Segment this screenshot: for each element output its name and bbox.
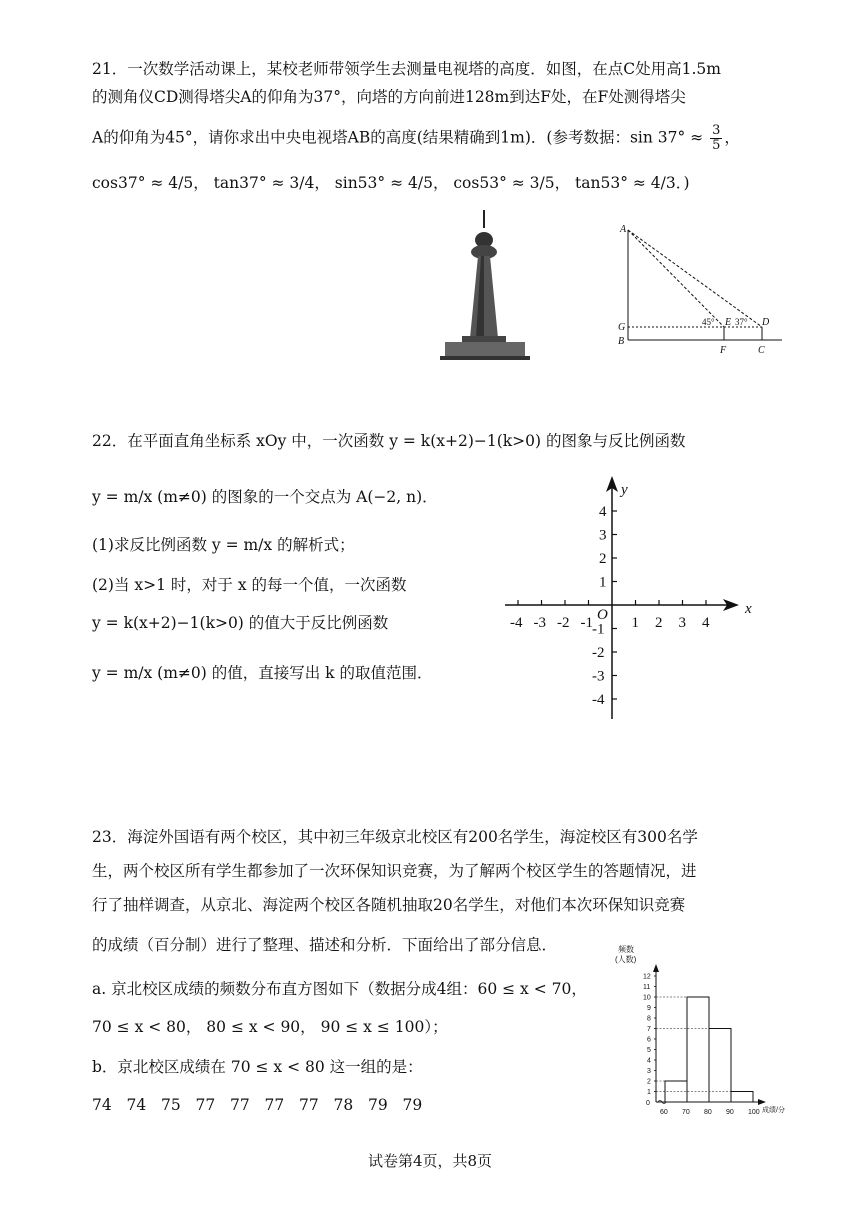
- q23-line7: b．京北校区成绩在 70 ≤ x < 80 这一组的是：: [92, 1058, 423, 1076]
- label-G: G: [618, 322, 626, 333]
- score-value: 75: [161, 1096, 181, 1114]
- hist-x-tick-label: 90: [726, 1109, 734, 1116]
- x-tick-label: 3: [678, 615, 686, 631]
- q23-line4: 的成绩（百分制）进行了整理、描述和分析．下面给出了部分信息．: [92, 936, 558, 954]
- histogram-bar: [731, 1092, 753, 1103]
- x-axis-label: x: [745, 601, 752, 617]
- q23-line2: 生，两个校区所有学生都参加了一次环保知识竞赛，为了解两个校区学生的答题情况，进: [92, 862, 697, 880]
- histogram-chart: [610, 940, 795, 1118]
- label-F: F: [720, 345, 727, 356]
- hist-y-tick-label: 8: [647, 1015, 651, 1023]
- tv-tower-image: [440, 210, 530, 360]
- angle-45: 45°: [702, 317, 715, 327]
- q21-line3: A的仰角为45°，请你求出中央电视塔AB的高度(结果精确到1m)．(参考数据：sin 37° ≈ $\frac{3}{5}$ ，: [92, 123, 740, 153]
- label-C: C: [758, 345, 765, 356]
- hist-y-tick-label: 1: [647, 1089, 651, 1096]
- hist-x-tick-label: 80: [704, 1109, 712, 1116]
- label-D: D: [762, 317, 770, 328]
- hist-y-tick-label: 2: [647, 1078, 651, 1086]
- y-tick-label: -1: [592, 621, 605, 638]
- q22-line2: y = m/x (m≠0) 的图象的一个交点为 A(−2, n)．: [92, 488, 438, 506]
- y-tick-label: 4: [599, 504, 607, 520]
- q23-line5: a. 京北校区成绩的频数分布直方图如下（数据分成4组：60 ≤ x < 70，: [92, 980, 587, 998]
- q22-line3: (1)求反比例函数 y = m/x 的解析式；: [92, 536, 355, 554]
- q21-diagram: [610, 218, 790, 358]
- y-tick-label: 2: [599, 551, 607, 567]
- score-value: 77: [264, 1096, 285, 1114]
- hist-x-tick-label: 70: [682, 1109, 690, 1116]
- hist-y-tick-label: 4: [647, 1057, 651, 1065]
- hist-ylabel-1: 频数: [618, 945, 634, 954]
- histogram-bar: [709, 1029, 731, 1103]
- x-tick-label: 2: [655, 615, 663, 631]
- score-value: 77: [299, 1096, 319, 1114]
- hist-y-tick-label: 12: [643, 973, 651, 981]
- hist-x-tick-label: 60: [660, 1109, 668, 1116]
- y-tick-label: -2: [592, 645, 605, 661]
- score-value: 74: [92, 1096, 112, 1114]
- y-tick-label: -3: [592, 668, 605, 685]
- q23-line1: 23．海淀外国语有两个校区，其中初三年级京北校区有200名学生，海淀校区有300名学: [92, 828, 698, 846]
- y-tick-label: -4: [592, 692, 605, 708]
- q22-line5: y = k(x+2)−1(k>0) 的值大于反比例函数: [92, 614, 389, 632]
- histogram-bar: [687, 997, 709, 1102]
- x-tick-label: -4: [510, 615, 523, 631]
- hist-y-tick-label: 10: [643, 994, 651, 1002]
- hist-y-tick-label: 3: [647, 1068, 651, 1075]
- hist-y-tick-label: 6: [647, 1036, 651, 1044]
- hist-x-tick-label: 100: [748, 1109, 760, 1116]
- label-E: E: [725, 317, 732, 328]
- label-B: B: [618, 336, 625, 347]
- page-footer: 试卷第4页，共8页: [367, 1152, 493, 1170]
- x-tick-label: 4: [702, 615, 710, 631]
- scores-list: [92, 1096, 437, 1114]
- score-value: 79: [368, 1096, 388, 1114]
- hist-y-arrow: [653, 964, 659, 972]
- score-value: 77: [230, 1096, 250, 1114]
- coordinate-plane: [495, 474, 760, 724]
- x-tick-label: -2: [557, 615, 570, 631]
- q22-line1: 22．在平面直角坐标系 xOy 中，一次函数 y = k(x+2)−1(k>0) 的图象与反比例函数: [92, 432, 686, 450]
- x-tick-label: 1: [631, 615, 639, 631]
- x-tick-label: -1: [580, 615, 593, 631]
- q23-line6: 70 ≤ x < 80， 80 ≤ x < 90， 90 ≤ x ≤ 100）；: [92, 1018, 448, 1036]
- score-value: 78: [333, 1096, 354, 1114]
- q21-line2: 的测角仪CD测得塔尖A的仰角为37°，向塔的方向前进128m到达F处，在F处测得塔尖: [92, 88, 686, 106]
- origin-label: O: [597, 607, 608, 623]
- hist-xlabel: 成绩/分: [762, 1107, 785, 1114]
- hist-origin: 0: [646, 1100, 650, 1107]
- score-value: 74: [126, 1096, 147, 1114]
- y-tick-label: 3: [599, 527, 607, 544]
- angle-37: 37°: [735, 317, 748, 327]
- label-A: A: [620, 224, 627, 235]
- score-value: 77: [195, 1096, 216, 1114]
- x-tick-label: -3: [533, 615, 546, 631]
- hist-y-tick-label: 9: [647, 1005, 651, 1012]
- score-value: 79: [402, 1096, 423, 1114]
- hist-y-tick-label: 7: [647, 1026, 651, 1033]
- hist-ylabel-2: (人数): [615, 955, 637, 964]
- q23-scores: [92, 1094, 437, 1116]
- y-tick-label: 1: [599, 574, 607, 591]
- sin37-fraction: $\frac{3}{5}$: [712, 123, 721, 153]
- q21-line4: cos37° ≈ 4/5， tan37° ≈ 3/4， sin53° ≈ 4/5， cos53° ≈ 3/5， tan53° ≈ 4/3．): [92, 174, 690, 192]
- y-axis-label: y: [621, 482, 628, 498]
- q22-line6: y = m/x (m≠0) 的值，直接写出 k 的取值范围．: [92, 664, 433, 682]
- hist-x-arrow: [758, 1099, 766, 1105]
- hist-y-tick-label: 5: [647, 1047, 651, 1054]
- q22-line4: (2)当 x>1 时，对于 x 的每一个值，一次函数: [92, 576, 407, 594]
- q23-line3: 行了抽样调查，从京北、海淀两个校区各随机抽取20名学生，对他们本次环保知识竞赛: [92, 896, 686, 914]
- q21-line1: 21．一次数学活动课上，某校老师带领学生去测量电视塔的高度．如图，在点C处用高1.5m: [92, 60, 721, 78]
- hist-y-tick-label: 11: [643, 984, 651, 991]
